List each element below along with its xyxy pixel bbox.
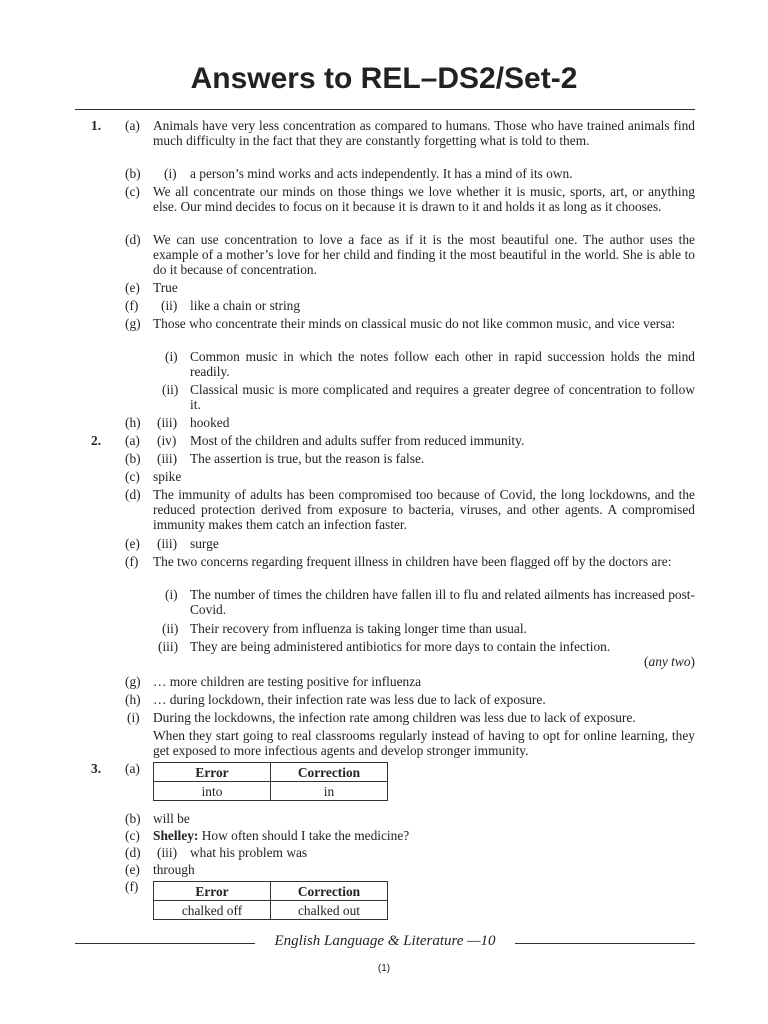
sub-label: (d) <box>125 845 141 860</box>
q3-d <box>0 845 768 862</box>
answer-text: hooked <box>190 415 230 430</box>
sub-label: (c) <box>125 184 140 199</box>
table-header-correction: Correction <box>271 763 388 782</box>
sub-label: (c) <box>125 828 140 843</box>
q2-b <box>0 451 768 469</box>
table-header-error: Error <box>154 882 271 901</box>
q1-f <box>0 298 768 316</box>
sub-label: (e) <box>125 862 140 877</box>
roman-label: (iv) <box>157 433 177 448</box>
q2-f-note-row <box>0 654 768 674</box>
q2-e <box>0 536 768 554</box>
answer-text: When they start going to real classrooms regularly instead of having to opt for online learning, they get exposed to more infectious agents and develop stronger immunity. <box>153 728 695 758</box>
sub-label: (d) <box>125 487 141 502</box>
answer-text: Shelley: How often should I take the medicine? <box>153 828 410 843</box>
answer-text: like a chain or string <box>190 298 301 313</box>
q2-f-item-2 <box>0 621 768 639</box>
q2-f <box>0 554 768 587</box>
answer-text: The two concerns regarding frequent illness in children have been flagged off by the doctors are: <box>153 554 672 569</box>
answer-text: through <box>153 862 195 877</box>
answer-text: spike <box>153 469 182 484</box>
roman-label: (ii) <box>161 298 178 313</box>
speaker-name: Shelley: <box>153 828 199 843</box>
sub-label: (h) <box>125 415 141 430</box>
sub-label: (h) <box>125 692 141 707</box>
roman-label: (iii) <box>157 845 178 860</box>
sub-label: (a) <box>125 761 140 776</box>
roman-label: (i) <box>165 587 178 602</box>
q2-f-item-1 <box>0 587 768 621</box>
sub-label: (e) <box>125 536 140 551</box>
answer-text: … during lockdown, their infection rate was less due to lack of exposure. <box>153 692 546 707</box>
sub-label: (f) <box>125 879 139 894</box>
answer-text: The number of times the children have fallen ill to flu and related ailments has increased post-Covid. <box>190 587 695 617</box>
sub-label: (g) <box>125 316 141 331</box>
answer-text: surge <box>190 536 219 551</box>
q1-g-item-1 <box>0 349 768 382</box>
answer-text: We all concentrate our minds on those things we love whether it is music, sports, art, or anything else. Our mind decides to focus on it because it is drawn to it and holds it as long as it chooses. <box>153 184 695 214</box>
q2-i-cont <box>0 728 768 761</box>
answers-body <box>0 118 768 921</box>
q3-b <box>0 811 768 828</box>
answer-text: Those who concentrate their minds on classical music do not like common music, and vice versa: <box>153 316 676 331</box>
page-title: Answers to REL–DS2/Set-2 <box>190 62 578 95</box>
answer-text: Their recovery from influenza is taking longer time than usual. <box>190 621 527 636</box>
answer-text: Classical music is more complicated and requires a greater degree of concentration to follow it. <box>190 382 695 412</box>
title-rule <box>75 109 695 110</box>
footer <box>75 933 695 953</box>
answer-text: … more children are testing positive for influenza <box>153 674 422 689</box>
q1-b <box>0 166 768 184</box>
q2-c <box>0 469 768 487</box>
q1-d <box>0 232 768 280</box>
answer-text: will be <box>153 811 190 826</box>
answer-text: They are being administered antibiotics for more days to contain the infection. <box>190 639 611 654</box>
sub-label: (c) <box>125 469 140 484</box>
q2-d <box>0 487 768 536</box>
table-cell-error: chalked off <box>154 901 271 920</box>
roman-label: (ii) <box>162 621 179 636</box>
q2-a <box>0 433 768 451</box>
q2-h <box>0 692 768 710</box>
roman-label: (ii) <box>162 382 179 397</box>
answer-text: True <box>153 280 178 295</box>
table-header-correction: Correction <box>271 882 388 901</box>
sub-label: (b) <box>125 166 141 181</box>
answer-text: what his problem was <box>190 845 308 860</box>
q1-a <box>0 118 768 166</box>
sub-label: (f) <box>125 554 139 569</box>
answer-text: Common music in which the notes follow each other in rapid succession holds the mind readily. <box>190 349 695 379</box>
error-correction-table <box>153 881 388 920</box>
answer-text: Most of the children and adults suffer from reduced immunity. <box>190 433 525 448</box>
any-two-note: (any two) <box>644 654 695 669</box>
answer-text: Animals have very less concentration as compared to humans. Those who have trained animals find much difficulty in the fact that they are constantly forgetting what is told to them. <box>153 118 695 148</box>
roman-label: (i) <box>164 166 177 181</box>
q1-h <box>0 415 768 433</box>
sub-label: (b) <box>125 451 141 466</box>
page-number: (1) <box>377 963 391 974</box>
sub-label: (i) <box>127 710 140 725</box>
table-header-error: Error <box>154 763 271 782</box>
q1-g <box>0 316 768 349</box>
sub-label: (a) <box>125 118 140 133</box>
q1-c <box>0 184 768 232</box>
answer-text: The assertion is true, but the reason is false. <box>190 451 425 466</box>
question-number: 1. <box>91 118 102 133</box>
roman-label: (iii) <box>158 639 179 654</box>
table-cell-error: into <box>154 782 271 801</box>
sub-label: (g) <box>125 674 141 689</box>
q3-c <box>0 828 768 845</box>
answer-text: We can use concentration to love a face as if it is the most beautiful one. The author uses the example of a mother’s love for her child and finding it the most beautiful in the world. She is able to do it because of concentration. <box>153 232 695 277</box>
roman-label: (iii) <box>157 415 178 430</box>
question-number: 2. <box>91 433 102 448</box>
question-number: 3. <box>91 761 102 776</box>
q3-e <box>0 862 768 879</box>
sub-label: (b) <box>125 811 141 826</box>
table-cell-correction: in <box>271 782 388 801</box>
q2-f-item-3 <box>0 639 768 654</box>
table-cell-correction: chalked out <box>271 901 388 920</box>
q3-f <box>0 879 768 921</box>
answer-text: During the lockdowns, the infection rate among children was less due to lack of exposure. <box>153 710 636 725</box>
sub-label: (f) <box>125 298 139 313</box>
answer-text: a person’s mind works and acts independently. It has a mind of its own. <box>190 166 573 181</box>
roman-label: (iii) <box>157 536 178 551</box>
error-correction-table <box>153 762 388 801</box>
footer-text: English Language & Literature —10 <box>270 933 499 949</box>
sub-label: (a) <box>125 433 140 448</box>
q1-g-item-2 <box>0 382 768 415</box>
answer-text: The immunity of adults has been compromised too because of Covid, the long lockdowns, and the reduced protection derived from exposure to bacteria, viruses, and other agents. A compromised immunity makes them catch an infection faster. <box>153 487 695 532</box>
roman-label: (iii) <box>157 451 178 466</box>
q2-g <box>0 674 768 692</box>
sub-label: (d) <box>125 232 141 247</box>
q1-e <box>0 280 768 298</box>
roman-label: (i) <box>165 349 178 364</box>
sub-label: (e) <box>125 280 140 295</box>
q2-i <box>0 710 768 728</box>
q3-a <box>0 761 768 811</box>
